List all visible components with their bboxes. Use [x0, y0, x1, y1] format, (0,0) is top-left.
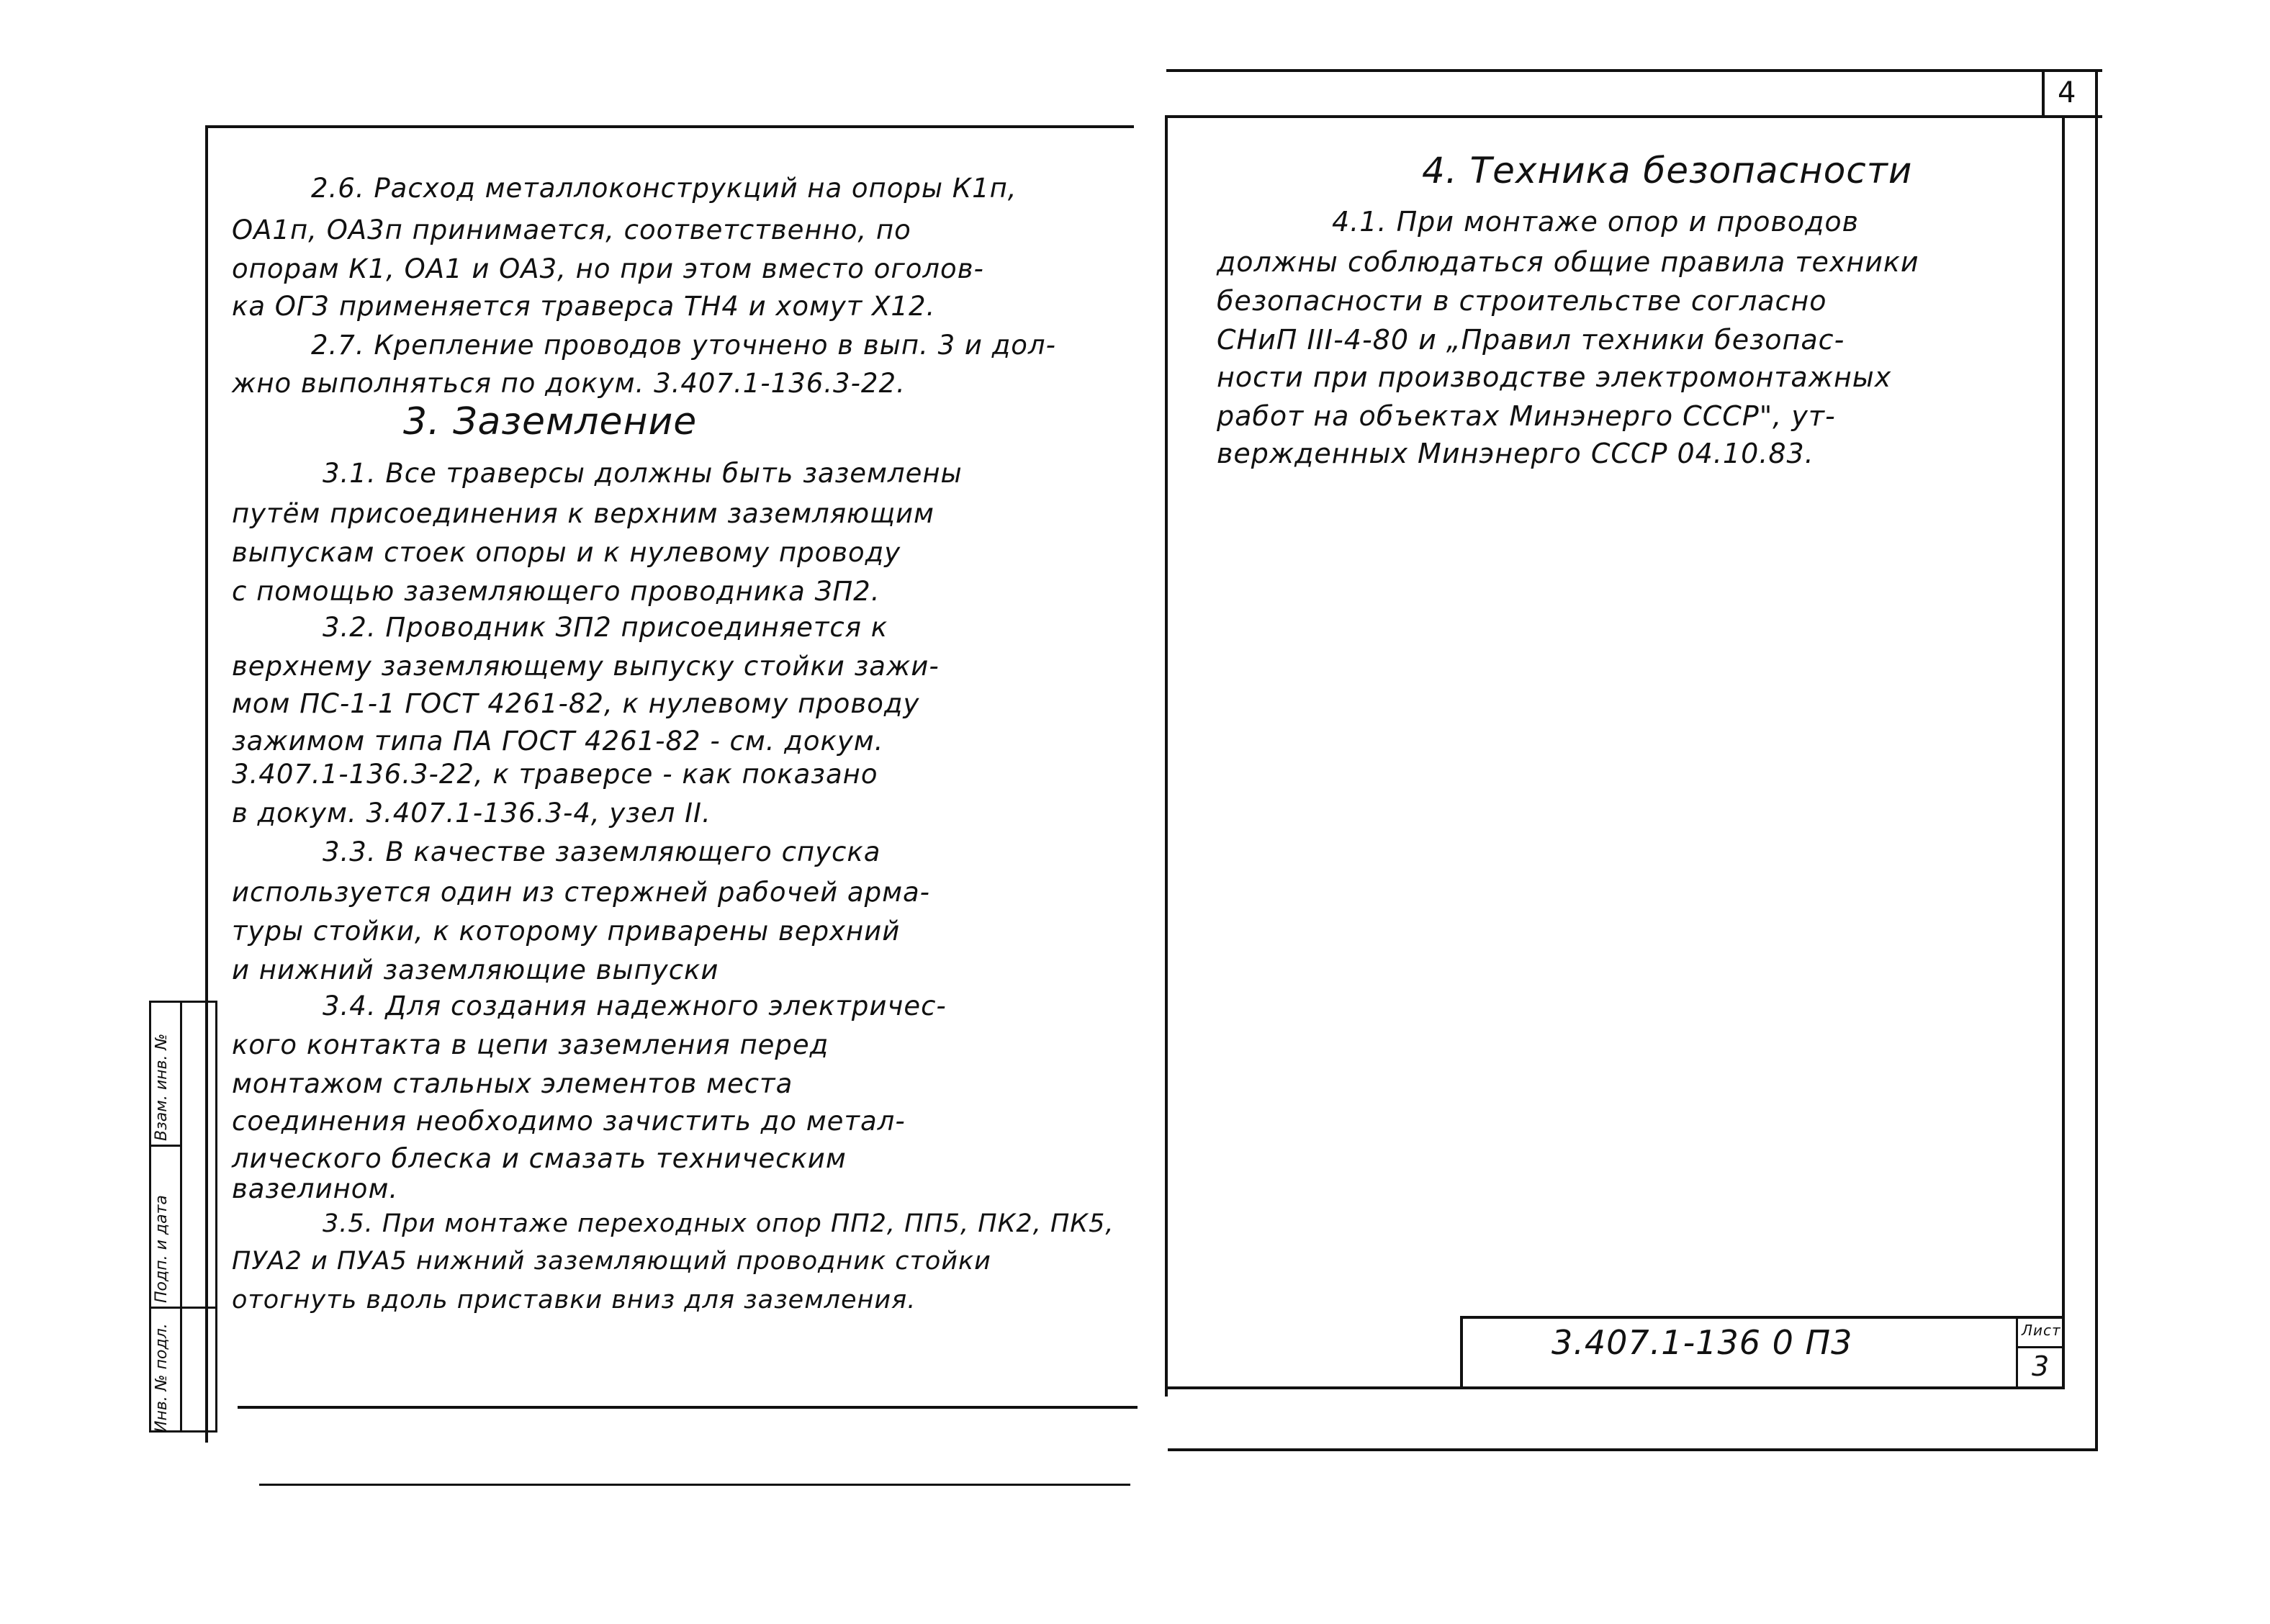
p32-line-6: в докум. 3.407.1-136.3-4, узел II.	[232, 798, 711, 829]
p31-line-1: 3.1. Все траверсы должны быть заземлены	[323, 458, 963, 489]
p32-line-1: 3.2. Проводник ЗП2 присоединяется к	[323, 612, 888, 643]
p41-line-7: вержденных Минэнерго СССР 04.10.83.	[1217, 438, 1814, 469]
right-frame-left	[1165, 115, 1168, 1397]
p32-line-3: мом ПС-1-1 ГОСТ 4261-82, к нулевому проводу	[232, 688, 920, 719]
margin-label-inv-podl: Инв. № подл.	[153, 1323, 171, 1433]
p34-line-2: кого контакта в цепи заземления перед	[232, 1029, 829, 1060]
p33-line-2: используется один из стержней рабочей арма-	[232, 877, 931, 908]
p32-line-4: зажимом типа ПА ГОСТ 4261-82 - см. докум.	[232, 726, 884, 757]
p31-line-4: с помощью заземляющего проводника ЗП2.	[232, 576, 880, 607]
p35-line-3: отогнуть вдоль приставки вниз для заземления.	[232, 1286, 916, 1314]
p26-line-4: ка ОГ3 применяется траверса ТН4 и хомут Х12.	[232, 291, 936, 322]
p41-line-3: безопасности в строительстве согласно	[1217, 285, 1827, 317]
right-frame-top-outer	[1166, 69, 2102, 72]
margin-label-vzam-inv: Взам. инв. №	[153, 1033, 171, 1141]
title-block-top	[1460, 1316, 2065, 1319]
right-frame-top	[1166, 115, 2102, 118]
p31-line-3: выпускам стоек опоры и к нулевому проводу	[232, 537, 901, 568]
right-frame-bottom-outer	[1168, 1448, 2098, 1451]
p35-line-1: 3.5. При монтаже переходных опор ПП2, ПП5, ПК2, ПК5,	[323, 1209, 1114, 1238]
p26-line-2: ОА1п, ОА3п принимается, соответственно, по	[232, 215, 911, 245]
right-frame-bottom	[1168, 1386, 2063, 1389]
title-block-left	[1460, 1316, 1463, 1389]
page-number: 4	[2058, 76, 2077, 109]
left-frame-bottom-outer	[259, 1484, 1130, 1486]
p34-line-6: вазелином.	[232, 1173, 399, 1204]
p33-line-1: 3.3. В качестве заземляющего спуска	[323, 836, 881, 867]
p27-line-1: 2.7. Крепление проводов уточнено в вып. 3 и дол-	[311, 330, 1056, 361]
p26-line-3: опорам К1, ОА1 и ОА3, но при этом вместо оголов-	[232, 253, 984, 284]
p41-line-1: 4.1. При монтаже опор и проводов	[1332, 206, 1860, 238]
p41-line-5: ности при производстве электромонтажных	[1217, 361, 1892, 393]
p41-line-4: СНиП III-4-80 и „Правил техники безопас-	[1217, 324, 1845, 356]
p33-line-3: туры стойки, к которому приварены верхний	[232, 916, 901, 947]
margin-stamp-divider	[180, 1001, 182, 1433]
p32-line-2: верхнему заземляющему выпуску стойки зажи-	[232, 651, 940, 682]
p33-line-4: и нижний заземляющие выпуски	[232, 955, 719, 985]
margin-stamp-row-1	[149, 1307, 217, 1309]
document-code: 3.407.1-136 0 П3	[1551, 1323, 1853, 1362]
p31-line-2: путём присоединения к верхним заземляющим	[232, 498, 934, 529]
title-block-sheet-divider	[2016, 1316, 2018, 1389]
p34-line-4: соединения необходимо зачистить до метал-	[232, 1106, 906, 1137]
right-frame-right	[2095, 69, 2098, 1451]
title-block-sheet-row	[2016, 1346, 2063, 1348]
section-4-title: 4. Техника безопасности	[1422, 150, 1913, 191]
right-frame-inner-right	[2062, 115, 2065, 1389]
p34-line-5: лического блеска и смазать техническим	[232, 1143, 847, 1174]
p35-line-2: ПУА2 и ПУА5 нижний заземляющий проводник стойки	[232, 1247, 991, 1276]
p41-line-2: должны соблюдаться общие правила техники	[1217, 246, 1919, 278]
margin-stamp-row-2	[149, 1145, 182, 1147]
section-3-title: 3. Заземление	[403, 400, 698, 443]
sheet-number: 3	[2032, 1350, 2050, 1382]
left-frame-bottom	[238, 1406, 1138, 1409]
p27-line-2: жно выполняться по докум. 3.407.1-136.3-22.	[232, 368, 906, 399]
sheet-label: Лист	[2022, 1322, 2061, 1339]
p32-line-5: 3.407.1-136.3-22, к траверсе - как показано	[232, 759, 878, 790]
p34-line-3: монтажом стальных элементов места	[232, 1068, 793, 1099]
p41-line-6: работ на объектах Минэнерго СССР", ут-	[1217, 400, 1836, 432]
left-frame-top	[205, 125, 1134, 128]
p34-line-1: 3.4. Для создания надежного электричес-	[323, 991, 947, 1021]
p26-line-1: 2.6. Расход металлоконструкций на опоры К1п,	[311, 173, 1017, 204]
page-number-divider	[2042, 69, 2045, 118]
margin-label-podp-data: Подп. и дата	[153, 1195, 171, 1303]
